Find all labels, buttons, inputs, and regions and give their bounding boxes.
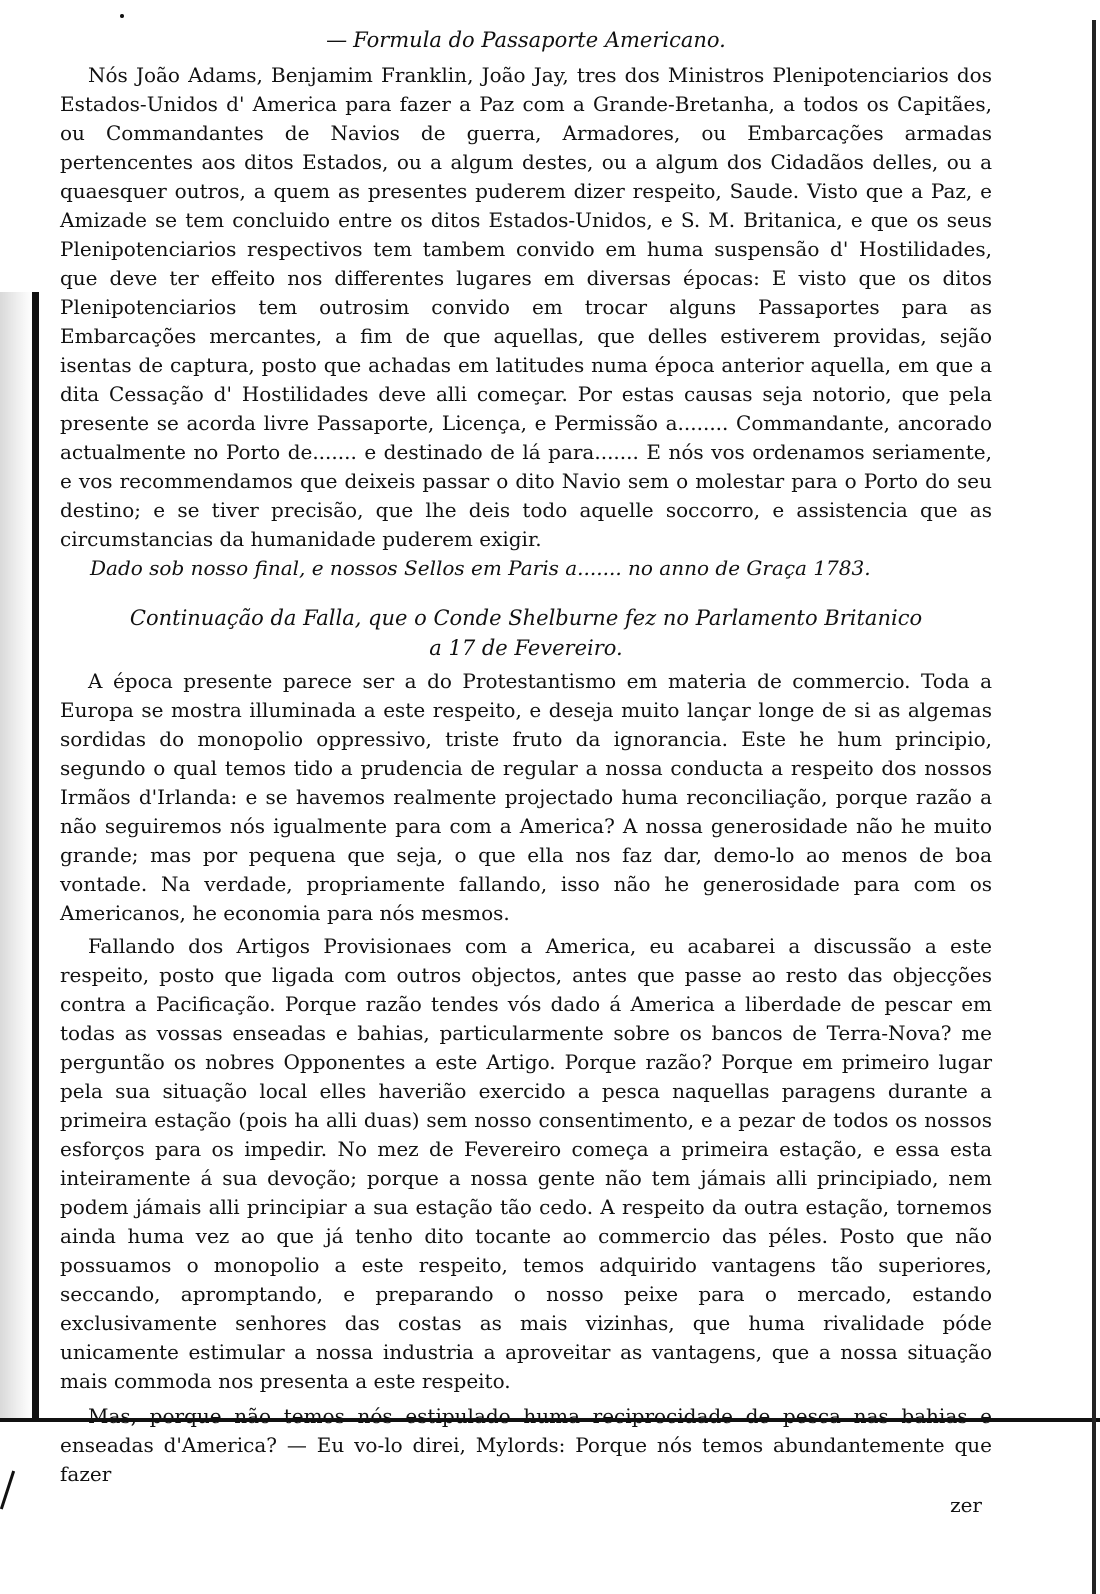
passport-date-line: Dado sob nosso final, e nossos Sellos em Paris a....... no anno de Graça 1783. [90, 556, 871, 580]
margin-mark [0, 1471, 15, 1510]
ink-speck [120, 14, 124, 18]
speech-heading: Continuação da Falla, que o Conde Shelburne fez no Parlamento Britanico a 17 de Fevereiro. [129, 606, 923, 660]
scan-left-border [0, 292, 39, 1420]
catchword: zer [950, 1493, 982, 1517]
scan-right-edge [1092, 20, 1096, 1594]
passport-body: Nós João Adams, Benjamim Franklin, João Jay, tres dos Ministros Plenipotenciarios dos Estados-Unidos d' America para fazer a Paz com a Grande-Bretanha, a todos os Capitães, ou Commandantes de Navios de guerra, Armadores, ou Embarcações armadas pertencentes aos ditos Estados, ou a algum destes, ou a algum dos Cidadãos delles, ou a quaesquer outros, a quem as presentes puderem dizer respeito, Saude. Visto que a Paz, e Amizade se tem concluido entre os ditos Estados-Unidos, e S. M. Britanica, e que os seus Plenipotenciarios respectivos tem tambem convido em huma suspensão d' Hostilidades, que deve ter effeito nos differentes lugares em diversas épocas: E visto que os ditos Plenipotenciarios tem outrosim convido em trocar alguns Passaportes para as Embarcações mercantes, a fim de que aquellas, que delles estiverem providas, sejão isentas de captura, posto que achadas em latitudes numa época anterior aquella, em que a dita Cessação d' Hostilidades deve alli começar. Por estas causas seja notorio, que pela presente se acorda livre Passaporte, Licença, e Permissão a........ Commandante, ancorado actualmente no Porto de....... e destinado de lá para....... E nós vos ordenamos seriamente, e vos recommendamos que deixeis passar o dito Navio sem o molestar para o Porto do seu destino; e se tiver precisão, que lhe deis todo aquelle soccorro, e assistencia que as circumstancias da humanidade puderem exigir. [60, 63, 992, 551]
speech-paragraph-3: Mas, porque não temos nós estipulado huma reciprocidade de pesca nas bahias e enseadas d'America? — Eu vo-lo direi, Mylords: Porque nós temos abundantemente que fazer [60, 1404, 992, 1486]
speech-paragraph-1: A época presente parece ser a do Protestantismo em materia de commercio. Toda a Europa se mostra illuminada a este respeito, e deseja muito lançar longe de si as algemas sordidas do monopolio oppressivo, triste fruto da ignorancia. Este he hum principio, segundo o qual temos tido a prudencia de regular a nossa conducta a respeito dos nossos Irmãos d'Irlanda: e se havemos realmente projectado huma reconciliação, porque razão a não seguiremos nós igualmente para com a America? A nossa generosidade não he muito grande; mas por pequena que seja, o que ella nos faz dar, demo-lo ao menos de boa vontade. Na verdade, propriamente fallando, isso não he generosidade para com os Americanos, he economia para nós mesmos. [60, 669, 992, 925]
document-page [60, 26, 992, 1520]
speech-paragraph-2: Fallando dos Artigos Provisionaes com a America, eu acabarei a discussão a este respeito, posto que ligada com outros objectos, antes que passe ao resto das objecções contra a Pacificação. Porque razão tendes vós dado á America a liberdade de pescar em todas as vossas enseadas e bahias, particularmente sobre os bancos de Terra-Nova? me perguntão os nobres Opponentes a este Artigo. Porque razão? Porque em primeiro lugar pela sua situação local elles haverião exercido a pesca naquellas paragens durante a primeira estação (pois ha alli duas) sem nosso consentimento, e a pezar de todos os nossos esforços para os impedir. No mez de Fevereiro começa a primeira estação, e essa esta inteiramente á sua devoção; porque a nossa gente não tem jámais alli principiado, nem podem jámais alli principiar a sua estação tão cedo. A respeito da outra estação, tornemos ainda huma vez ao que já tenho dito tocante ao commercio das péles. Posto que não possuamos o monopolio a este respeito, temos adquirido vantagens tão superiores, seccando, apromptando, e preparando o nosso peixe para o mercado, estando exclusivamente senhores das costas as mais vizinhas, que huma rivalidade póde unicamente estimular a nossa industria a aproveitar as vantagens, que a nossa situação mais commoda nos presenta a este respeito. [60, 934, 992, 1393]
passport-title: — Formula do Passaporte Americano. [326, 28, 726, 52]
